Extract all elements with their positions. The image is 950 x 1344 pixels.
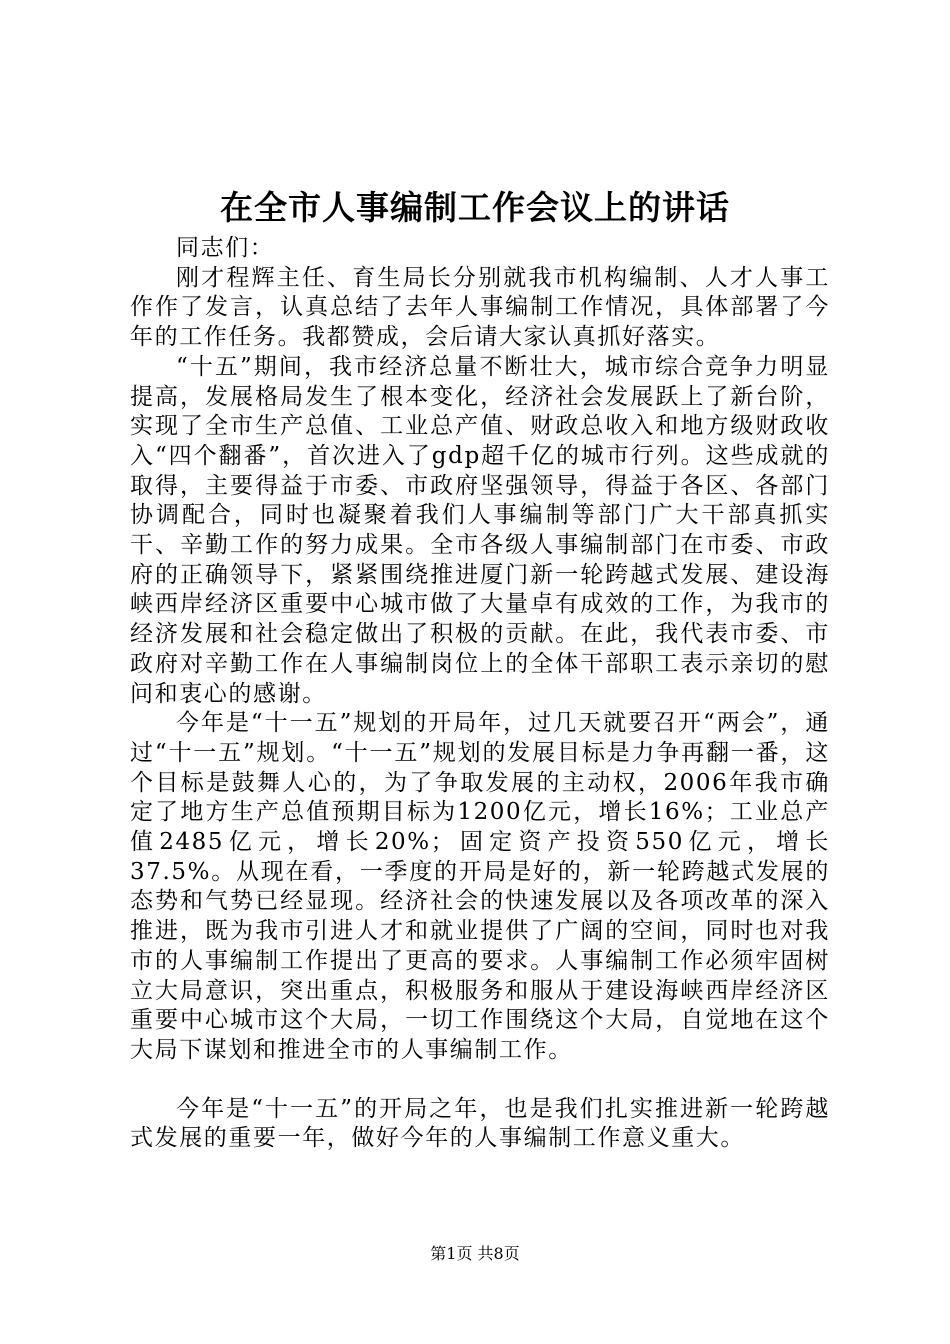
document-body (130, 234, 830, 1154)
paragraph-1: 刚才程辉主任、育生局长分别就我市机构编制、人才人事工作作了发言，认真总结了去年人事编制工作情况，具体部署了今年的工作任务。我都赞成，会后请大家认真抓好落实。 (130, 264, 830, 351)
salutation: 同志们： (176, 235, 275, 261)
paragraph-2: “十五”期间，我市经济总量不断壮大，城市综合竞争力明显提高，发展格局发生了根本变化，经济社会发展跃上了新台阶，实现了全市生产总值、工业总产值、财政总收入和地方级财政收入“四个翻番”，首次进入了gdp超千亿的城市行列。这些成就的取得，主要得益于市委、市政府坚强领导，得益于各区、各部门协调配合，同时也凝聚着我们人事编制等部门广大干部真抓实干、辛勤工作的努力成果。全市各级人事编制部门在市委、市政府的正确领导下，紧紧围绕推进厦门新一轮跨越式发展、建设海峡西岸经济区重要中心城市做了大量卓有成效的工作，为我市的经济发展和社会稳定做出了积极的贡献。在此，我代表市委、市政府对辛勤工作在人事编制岗位上的全体干部职工表示亲切的慰问和衷心的感谢。 (130, 353, 830, 707)
page-indicator: 第1页 共8页 (430, 1244, 520, 1263)
paragraph-3: 今年是“十一五”规划的开局年，过几天就要召开“两会”，通过“十一五”规划。“十一五”规划的发展目标是力争再翻一番，这个目标是鼓舞人心的，为了争取发展的主动权，2006年我市确定了地方生产总值预期目标为1200亿元，增长16%；工业总产值2485亿元，增长20%；固定资产投资550亿元，增长37.5%。从现在看，一季度的开局是好的，新一轮跨越式发展的态势和气势已经显现。经济社会的快速发展以及各项改革的深入推进，既为我市引进人才和就业提供了广阔的空间，同时也对我市的人事编制工作提出了更高的要求。人事编制工作必须牢固树立大局意识，突出重点，积极服务和服从于建设海峡西岸经济区重要中心城市这个大局，一切工作围绕这个大局，自觉地在这个大局下谋划和推进全市的人事编制工作。 (130, 710, 830, 1063)
document-title: 在全市人事编制工作会议上的讲话 (220, 188, 730, 227)
paragraph-4: 今年是“十一五”的开局之年，也是我们扎实推进新一轮跨越式发展的重要一年，做好今年的人事编制工作意义重大。 (130, 1095, 830, 1152)
